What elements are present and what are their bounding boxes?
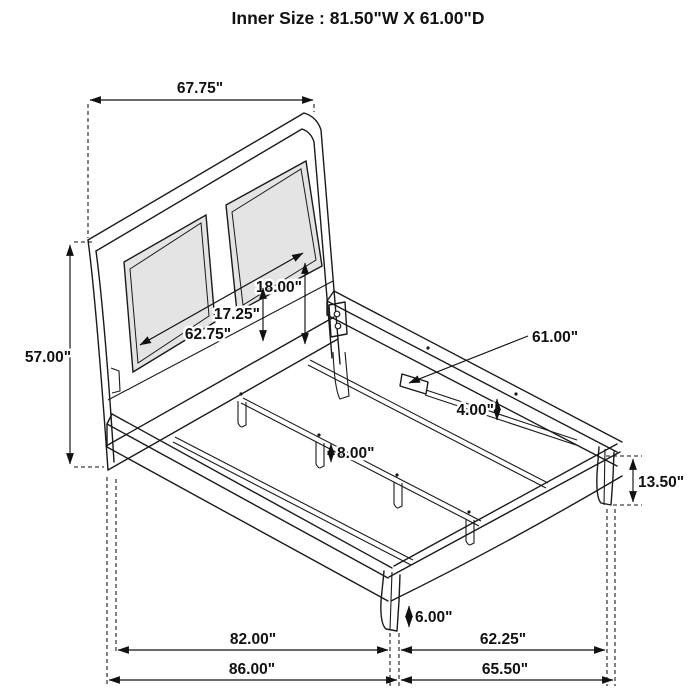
bracket-hole-top	[334, 311, 340, 317]
near-rail-ridge	[107, 414, 388, 578]
dim-headboard-height	[25, 245, 71, 464]
dim-frame-length	[118, 631, 388, 650]
far-rail-bolt-dot-1	[426, 346, 429, 349]
dim-overall-width	[401, 661, 613, 680]
dim-headboard-height-label: 57.00"	[24, 349, 72, 366]
dim-panel-to-slat-label: 18.00"	[255, 279, 302, 296]
foot-rail-top-edge	[394, 444, 617, 566]
headboard	[88, 113, 349, 470]
dim-frame-length-label: 82.00"	[229, 631, 277, 648]
dim-overall-width-label: 65.50"	[481, 661, 529, 678]
headboard-left-sleigh-outer	[88, 240, 108, 470]
dim-inner-depth-label: 61.00"	[532, 329, 579, 346]
support-rail-near	[173, 437, 413, 565]
dim-headboard-width	[90, 80, 313, 100]
center-support-legs	[238, 392, 474, 545]
dim-side-rail-height	[633, 459, 684, 502]
dim-rail-drop-label: 4.00"	[456, 402, 494, 419]
dim-center-leg-height	[331, 444, 375, 462]
bed-line-drawing	[88, 113, 622, 631]
dim-center-leg-height-label: 8.00"	[337, 445, 375, 462]
support-leg-1	[238, 392, 246, 427]
dim-headboard-width-label: 67.75"	[176, 80, 224, 97]
far-rail-ridge	[327, 291, 617, 452]
dim-rail-drop	[456, 399, 497, 420]
support-rail-center	[241, 398, 481, 526]
dim-headboard-rail-label: 62.75"	[184, 326, 232, 343]
rail-hook-notch	[111, 368, 120, 393]
dim-footboard-inner-width-label: 62.25"	[479, 631, 527, 648]
support-leg-2	[316, 433, 324, 468]
foot-rail-ridge	[389, 452, 620, 577]
far-rail-bolt-dot-2	[514, 392, 517, 395]
bracket-hole-bottom	[335, 323, 341, 329]
dim-footboard-inner-width	[401, 631, 605, 650]
near-side-rail	[107, 414, 392, 601]
far-side-rail	[327, 291, 622, 466]
dim-foot-leg-height	[409, 606, 453, 627]
dim-overall-length	[109, 661, 397, 680]
dim-side-rail-height-label: 13.50"	[638, 474, 685, 491]
far-rail-bottom-edge	[327, 301, 617, 466]
foot-rail-bottom-edge	[391, 476, 622, 601]
dim-panel-to-rail-label: 17.25"	[213, 306, 260, 323]
dim-overall-length-label: 86.00"	[228, 661, 276, 678]
diagram-title: Inner Size : 81.50"W X 61.00"D	[231, 8, 485, 28]
extension-lines	[74, 104, 642, 686]
headboard-panel-left	[124, 215, 215, 372]
front-right-leg	[597, 447, 614, 505]
dim-foot-leg-height-label: 6.00"	[415, 609, 453, 626]
support-rails	[173, 360, 577, 565]
far-rail-top-edge	[334, 291, 622, 442]
near-rail-top-edge	[112, 414, 392, 568]
